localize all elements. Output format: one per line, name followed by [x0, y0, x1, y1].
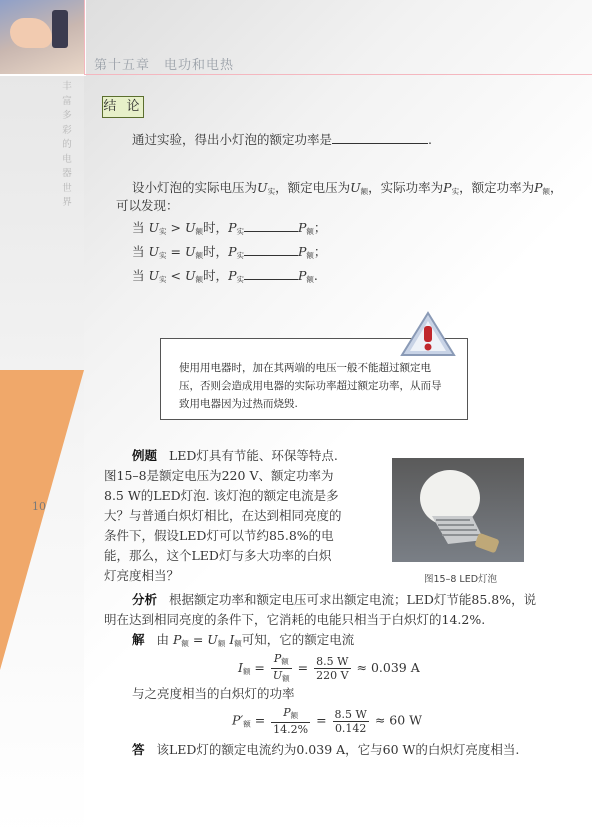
sub-rated: 额 — [243, 719, 251, 729]
conclusion-line-2 — [132, 178, 563, 197]
header-divider-vertical — [84, 0, 85, 74]
conclusion-tag: 结 论 — [102, 96, 144, 118]
sub-actual: 实 — [159, 227, 167, 236]
sub-actual: 实 — [159, 275, 167, 284]
symbol-i: I — [229, 632, 235, 647]
led-bulb-photo — [392, 458, 524, 562]
frac-den-value: 0.142 — [334, 721, 367, 735]
sub-rated: 额 — [282, 674, 290, 683]
symbol-p-prime: P′ — [232, 712, 244, 728]
case-prefix: 当 — [132, 244, 145, 259]
analysis-line-2: 明在达到相同亮度的条件下，它消耗的电能只相当于白炽灯的14.2%. — [104, 612, 486, 627]
sub-actual: 实 — [159, 251, 167, 260]
case-operator: < — [170, 268, 182, 283]
case-row-less — [132, 266, 318, 285]
symbol-p: P — [172, 632, 182, 647]
example-line-2: 图15–8是额定电压为220 V、额定功率为 — [104, 468, 334, 483]
switch-image — [52, 10, 68, 48]
conclusion-line-3: 可以发现： — [116, 198, 179, 213]
case-prefix: 当 — [132, 268, 145, 283]
case-row-greater — [132, 218, 326, 237]
analysis-label: 分析 — [132, 592, 158, 607]
sub-rated: 额 — [306, 275, 314, 284]
sub-rated: 额 — [195, 251, 204, 260]
sub-rated: 额 — [181, 639, 189, 648]
fraction-p-over-u — [271, 652, 292, 685]
sub-rated: 额 — [242, 667, 251, 676]
led-bulb-illustration — [392, 458, 524, 562]
equation-power-result: ≈ 60 W — [374, 712, 423, 728]
symbol-p: P — [297, 244, 307, 259]
line2-part-d: ，额定功率为 — [459, 180, 535, 195]
line2-part-a: 设小灯泡的实际电压为 — [132, 180, 258, 195]
symbol-i: I — [238, 660, 243, 675]
symbol-p: P — [273, 652, 282, 665]
symbol-p: P — [297, 268, 307, 283]
answer-label: 答 — [132, 742, 145, 757]
example-line-3: 8.5 W的LED灯泡. 该灯泡的额定电流是多 — [104, 488, 339, 503]
warning-notice-text: 使用用电器时，加在其两端的电压一般不能超过额定电压，否则会造成用电器的实际功率超过额定功率，从而导致用电器因为过热而烧毁. — [179, 362, 442, 410]
frac-den-value: 14.2% — [273, 723, 309, 736]
example-line-4: 大？与普通白炽灯相比，在达到相同亮度的 — [104, 508, 342, 523]
fraction-p-over-percent — [271, 706, 310, 736]
case-operator: = — [170, 244, 182, 259]
example-label: 例题 — [132, 448, 158, 463]
analysis-block — [104, 590, 564, 630]
case-mid: 时， — [203, 268, 229, 283]
sub-rated: 额 — [306, 251, 314, 260]
conclusion-line-1-text: 通过实验，得出小灯泡的额定功率是 — [132, 132, 333, 147]
symbol-p: P — [283, 706, 291, 719]
conclusion-line-1-end: . — [428, 132, 432, 147]
symbol-u: U — [207, 632, 218, 647]
solution-line-2: 与之亮度相当的白炽灯的功率 — [132, 686, 295, 701]
frac-num-value: 8.5 W — [314, 655, 350, 669]
example-text-1: LED灯具有节能、环保等特点. — [168, 448, 338, 463]
side-series-title: 丰富多彩的电器世界 — [62, 81, 72, 208]
example-line-7: 灯亮度相当？ — [104, 568, 180, 583]
symbol-u: U — [272, 669, 283, 682]
sub-actual: 实 — [267, 187, 276, 196]
symbol-u: U — [148, 268, 160, 283]
frac-den-value: 220 V — [316, 669, 349, 682]
symbol-p: P — [297, 220, 307, 235]
sub-rated: 额 — [360, 187, 369, 196]
symbol-p: P — [228, 220, 237, 235]
frac-num-value: 8.5 W — [334, 707, 367, 721]
sub-actual: 实 — [451, 187, 460, 196]
case-end: ； — [313, 244, 327, 259]
blank-rated-power[interactable] — [332, 131, 428, 144]
analysis-text-1: 根据额定功率和额定电压可求出额定电流；LED灯节能85.8%，说 — [168, 592, 537, 607]
case-mid: 时， — [203, 244, 229, 259]
solution-text-a: 由 — [156, 632, 169, 647]
sub-rated: 额 — [290, 711, 299, 720]
equation-current-result: ≈ 0.039 A — [356, 660, 420, 675]
sub-rated: 额 — [306, 227, 314, 236]
fraction-power-values — [333, 708, 369, 735]
sub-actual: 实 — [236, 227, 244, 236]
hand-image — [10, 18, 52, 48]
symbol-p: P — [534, 180, 543, 195]
frac-num — [271, 706, 310, 723]
sub-actual: 实 — [236, 251, 244, 260]
blank-compare-2[interactable] — [244, 243, 298, 256]
frac-num — [271, 652, 292, 669]
blank-compare-3[interactable] — [244, 267, 298, 280]
symbol-u: U — [257, 180, 268, 195]
symbol-u: U — [185, 220, 196, 235]
header-divider-horizontal — [84, 74, 592, 75]
example-line-6: 能，那么，这个LED灯与多大功率的白炽 — [104, 548, 332, 563]
page-number: 10 — [32, 500, 46, 513]
conclusion-line-1 — [132, 130, 432, 148]
sub-rated: 额 — [195, 227, 204, 236]
blank-compare-1[interactable] — [244, 219, 298, 232]
line2-part-e: ， — [550, 180, 563, 195]
analysis-line-1 — [104, 590, 564, 610]
answer-line — [132, 740, 519, 760]
corner-photo — [0, 0, 86, 76]
symbol-p: P — [228, 244, 237, 259]
case-row-equal — [132, 242, 326, 261]
sub-rated: 额 — [217, 639, 226, 648]
line2-part-c: ，实际功率为 — [368, 180, 444, 195]
line2-part-b: ，额定电压为 — [275, 180, 351, 195]
symbol-u: U — [148, 244, 160, 259]
sub-actual: 实 — [236, 275, 244, 284]
equation-power: $P'_额$ = $\frac{P_额}{14.2\%}$ = $\frac{8.5 W}{0.142}$ ≈ 60 W — [232, 706, 423, 736]
equation-current: $I_额$ = $\frac{P_额}{U_额}$ = $\frac{8.5 W}{220 V}$ ≈ 0.039 A — [238, 652, 420, 683]
symbol-p: P — [443, 180, 452, 195]
chapter-title: 第十五章 电功和电热 — [94, 58, 235, 73]
example-line-1 — [104, 446, 374, 466]
solution-label: 解 — [132, 632, 145, 647]
case-prefix: 当 — [132, 220, 145, 235]
frac-den — [271, 669, 292, 685]
solution-line-1: 解 由 $P_额 = U_额$ $I_额$可知，它的额定电流 — [132, 632, 355, 648]
symbol-p: P — [228, 268, 237, 283]
example-block — [104, 446, 374, 586]
fraction-values — [314, 655, 350, 682]
sub-rated: 额 — [281, 657, 289, 666]
sub-rated: 额 — [542, 187, 550, 196]
symbol-u: U — [148, 220, 160, 235]
answer-text: 该LED灯的额定电流约为0.039 A，它与60 W的白炽灯亮度相当. — [156, 742, 520, 757]
sub-rated: 额 — [234, 639, 242, 648]
warning-icon — [400, 310, 456, 358]
case-end: ； — [313, 220, 327, 235]
symbol-u: U — [185, 244, 196, 259]
case-end: . — [313, 268, 318, 283]
solution-text-b: 可知，它的额定电流 — [241, 632, 355, 647]
case-mid: 时， — [203, 220, 229, 235]
figure-caption: 图15–8 LED灯泡 — [424, 574, 498, 585]
case-operator: > — [170, 220, 182, 235]
orange-decoration — [0, 370, 84, 670]
symbol-u: U — [350, 180, 361, 195]
symbol-u: U — [185, 268, 196, 283]
example-line-5: 条件下，假设LED灯可以节约85.8%的电 — [104, 528, 334, 543]
sub-rated: 额 — [195, 275, 204, 284]
